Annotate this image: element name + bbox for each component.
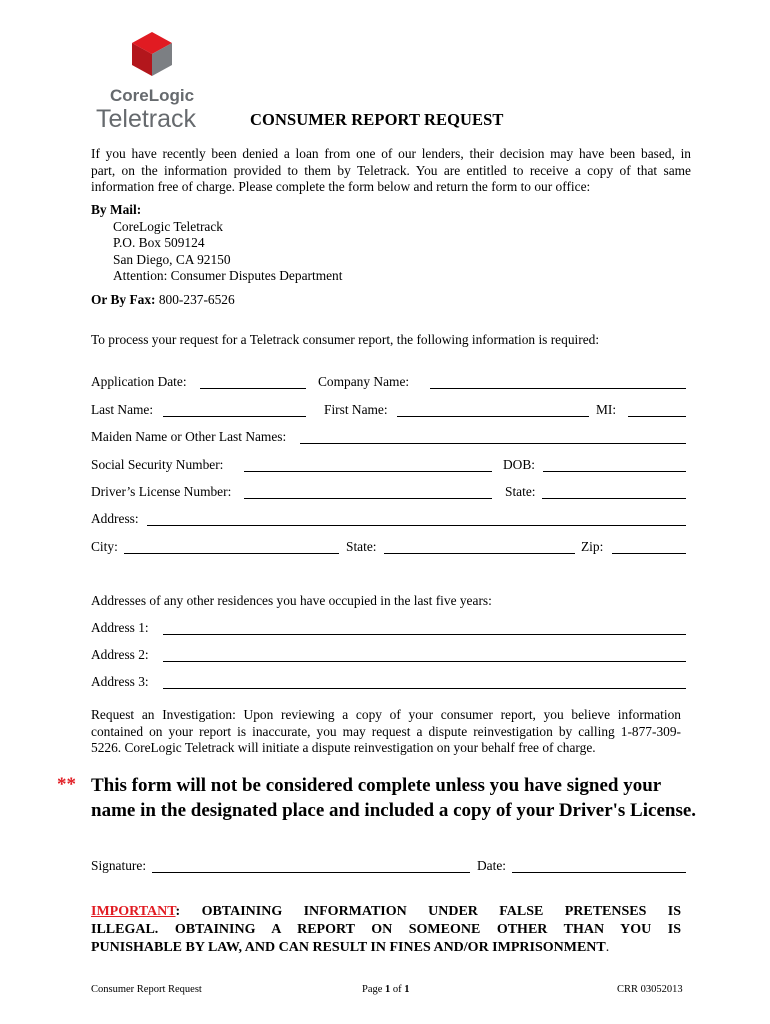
address-label: Address: [91, 511, 139, 526]
mi-label: MI: [596, 402, 617, 417]
ssn-label: Social Security Number: [91, 457, 224, 472]
other-address-3-field[interactable] [163, 688, 686, 689]
intro-line: information free of charge. Please complete the form below and return the form to our office: [91, 179, 591, 194]
important-line-3 [91, 939, 681, 957]
other-address-2-field[interactable] [163, 661, 686, 662]
page-total: 1 [404, 984, 410, 995]
fax-number: 800-237-6526 [158, 292, 235, 307]
important-keyword: IMPORTANT [91, 904, 176, 919]
zip-label: Zip: [581, 539, 604, 554]
license-field[interactable] [244, 498, 492, 499]
maiden-name-label: Maiden Name or Other Last Names: [91, 429, 287, 444]
fax-line [91, 292, 235, 309]
other-address-2-label: Address 2: [91, 647, 149, 662]
notice-line: name in the designated place and included a copy of your Driver's License. [91, 800, 697, 821]
svg-text:CoreLogic: CoreLogic [110, 86, 195, 105]
company-name-field[interactable] [430, 388, 686, 389]
notice-stars: ** [57, 774, 76, 795]
investigation-paragraph [91, 707, 681, 757]
signature-field[interactable] [152, 872, 470, 873]
signature-label: Signature: [91, 858, 147, 873]
ssn-field[interactable] [244, 471, 492, 472]
mail-line: San Diego, CA 92150 [113, 251, 231, 267]
investigation-line: 5226. CoreLogic Teletrack will initiate a dispute reinvestigation on your behalf free of charge. [91, 740, 596, 755]
last-name-label: Last Name: [91, 402, 154, 417]
state-field[interactable] [384, 553, 575, 554]
footer-title: Consumer Report Request [91, 984, 202, 995]
city-label: City: [91, 539, 118, 554]
footer-code: CRR 03052013 [617, 984, 683, 995]
important-line-2: ILLEGAL. OBTAINING A REPORT ON SOMEONE OTHER THAN YOU IS [91, 922, 681, 937]
zip-field[interactable] [612, 553, 686, 554]
intro-paragraph [91, 146, 691, 196]
first-name-field[interactable] [397, 416, 589, 417]
footer-page [362, 984, 410, 995]
notice-text [91, 773, 696, 823]
important-text: : OBTAINING INFORMATION UNDER FALSE PRETENSES IS [175, 904, 681, 919]
date-label: Date: [477, 858, 506, 873]
mail-section [91, 202, 342, 285]
corelogic-teletrack-logo [80, 30, 230, 132]
license-state-field[interactable] [542, 498, 686, 499]
mail-line: Attention: Consumer Disputes Department [113, 268, 343, 283]
process-text: To process your request for a Teletrack consumer report, the following information is required: [91, 332, 600, 347]
page-number: 1 [385, 984, 391, 995]
date-field[interactable] [512, 872, 686, 873]
address-field[interactable] [147, 525, 686, 526]
license-state-label: State: [505, 484, 536, 499]
mail-line: CoreLogic Teletrack [113, 218, 223, 234]
application-date-label: Application Date: [91, 374, 187, 389]
notice-line: This form will not be considered complete unless you have signed your [91, 775, 662, 796]
first-name-label: First Name: [324, 402, 388, 417]
other-residences-heading: Addresses of any other residences you have occupied in the last five years: [91, 593, 492, 608]
fax-label: Or By Fax: [91, 292, 156, 307]
other-address-1-field[interactable] [163, 634, 686, 635]
page-title: CONSUMER REPORT REQUEST [250, 110, 504, 129]
important-text: PUNISHABLE BY LAW, AND CAN RESULT IN FINES AND/OR IMPRISONMENT [91, 940, 606, 955]
application-date-field[interactable] [200, 388, 306, 389]
intro-line: part, on the information provided to them by Teletrack. You are entitled to receive a copy of that same [91, 162, 691, 178]
mi-field[interactable] [628, 416, 686, 417]
company-name-label: Company Name: [318, 374, 410, 389]
last-name-field[interactable] [163, 416, 306, 417]
important-period: . [605, 940, 610, 955]
important-warning [91, 903, 681, 957]
logo-cube-icon [80, 30, 230, 132]
page-prefix: Page [362, 984, 386, 995]
license-label: Driver’s License Number: [91, 484, 232, 499]
svg-text:Teletrack: Teletrack [96, 105, 197, 132]
mail-heading: By Mail: [91, 202, 142, 217]
other-address-1-label: Address 1: [91, 620, 149, 635]
investigation-line: Request an Investigation: Upon reviewing a copy of your consumer report, you believe information [91, 707, 681, 722]
dob-label: DOB: [503, 457, 535, 472]
dob-field[interactable] [543, 471, 686, 472]
city-field[interactable] [124, 553, 339, 554]
intro-line: If you have recently been denied a loan from one of our lenders, their decision may have been based, in [91, 146, 691, 161]
maiden-name-field[interactable] [300, 443, 686, 444]
important-line-1 [91, 903, 681, 921]
investigation-line: contained on your report is inaccurate, you may request a dispute reinvestigation by calling 1-877-309- [91, 723, 681, 739]
other-address-3-label: Address 3: [91, 674, 149, 689]
page-of: of [390, 984, 405, 995]
state-label: State: [346, 539, 377, 554]
mail-line: P.O. Box 509124 [113, 235, 205, 250]
